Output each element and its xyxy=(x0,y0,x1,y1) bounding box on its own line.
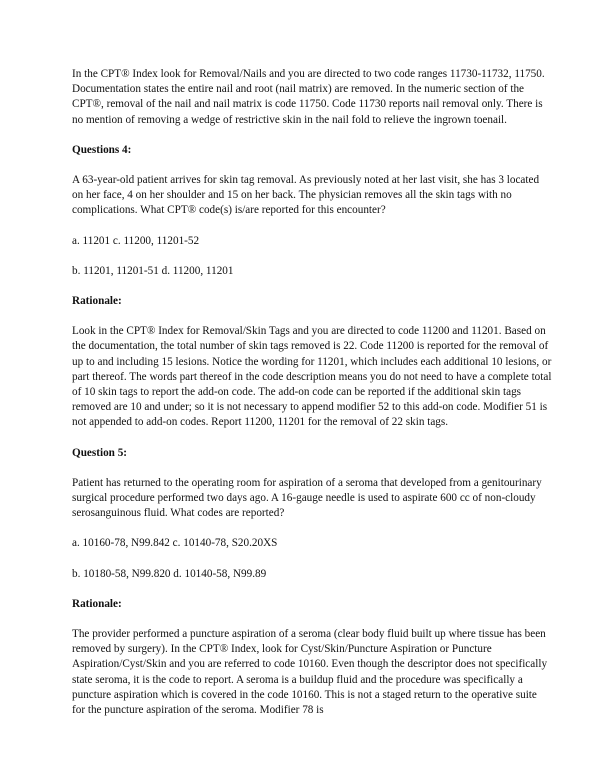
rationale-heading: Rationale: xyxy=(72,597,122,610)
question-5-options-line-2: b. 10180-58, N99.820 d. 10140-58, N99.89 xyxy=(72,567,267,580)
rationale-text: The provider performed a puncture aspiration of a seroma (clear body fluid built up where tissue has been removed by surgery). In the CPT® Index, look for Cyst/Skin/Puncture Aspiration or Puncture Aspiration/Cyst/Skin and you are referred to code 10160. Even though the descriptor does not specifically state seroma, it is the code to report. A seroma is a buildup fluid and the procedure was specifically a puncture aspiration which is covered in the code 10160. This is not a staged return to the operative suite for the puncture aspiration of the seroma. Modifier 78 is xyxy=(72,628,548,717)
question-5-heading: Question 5: xyxy=(72,446,128,459)
rationale-heading: Rationale: xyxy=(72,295,122,308)
rationale-text: Look in the CPT® Index for Removal/Skin Tags and you are directed to code 11200 and 11201. Based on the documentation, the total number of skin tags removed is 22. Code 11200 is reported for the removal of up to and including 15 lesions. Notice the wording for 11201, which includes each additional 10 lesions, or part thereof. The words part thereof in the code description means you do not need to have a complete total of 10 skin tags to report the add-on code. The add-on code can be reported if the additional skin tags removed are 10 and under; so it is not necessary to append modifier 52 to this add-on code. Modifier 51 is not appended to add-on codes. Report 11200, 11201 for the removal of 22 skin tags. xyxy=(72,325,552,429)
question-5-options-line-1: a. 10160-78, N99.842 c. 10140-78, S20.20XS xyxy=(72,537,278,550)
question-4-text: A 63-year-old patient arrives for skin tag removal. As previously noted at her last visit, she has 3 located on her face, 4 on her shoulder and 15 on her back. The physician removes all the skin tags with no complications. What CPT® code(s) is/are reported for this encounter? xyxy=(72,174,540,217)
paragraph-nail-removal: In the CPT® Index look for Removal/Nails and you are directed to two code ranges 11730-11732, 11750. Documentation states the entire nail and root (nail matrix) are removed. In the numeric section of the CPT®, removal of the nail and nail matrix is code 11750. Code 11730 reports nail removal only. There is no mention of removing a wedge of restrictive skin in the nail fold to relieve the ingrown toenail. xyxy=(72,68,545,126)
document-page xyxy=(72,67,552,733)
question-4-options-line-2: b. 11201, 11201-51 d. 11200, 11201 xyxy=(72,264,234,277)
question-4-options-line-1: a. 11201 c. 11200, 11201-52 xyxy=(72,234,200,247)
question-4-heading: Questions 4: xyxy=(72,143,132,156)
question-5-text: Patient has returned to the operating room for aspiration of a seroma that developed from a genitourinary surgical procedure performed two days ago. A 16-gauge needle is used to aspirate 600 cc of non-cloudy serosanguinous fluid. What codes are reported? xyxy=(72,476,542,520)
